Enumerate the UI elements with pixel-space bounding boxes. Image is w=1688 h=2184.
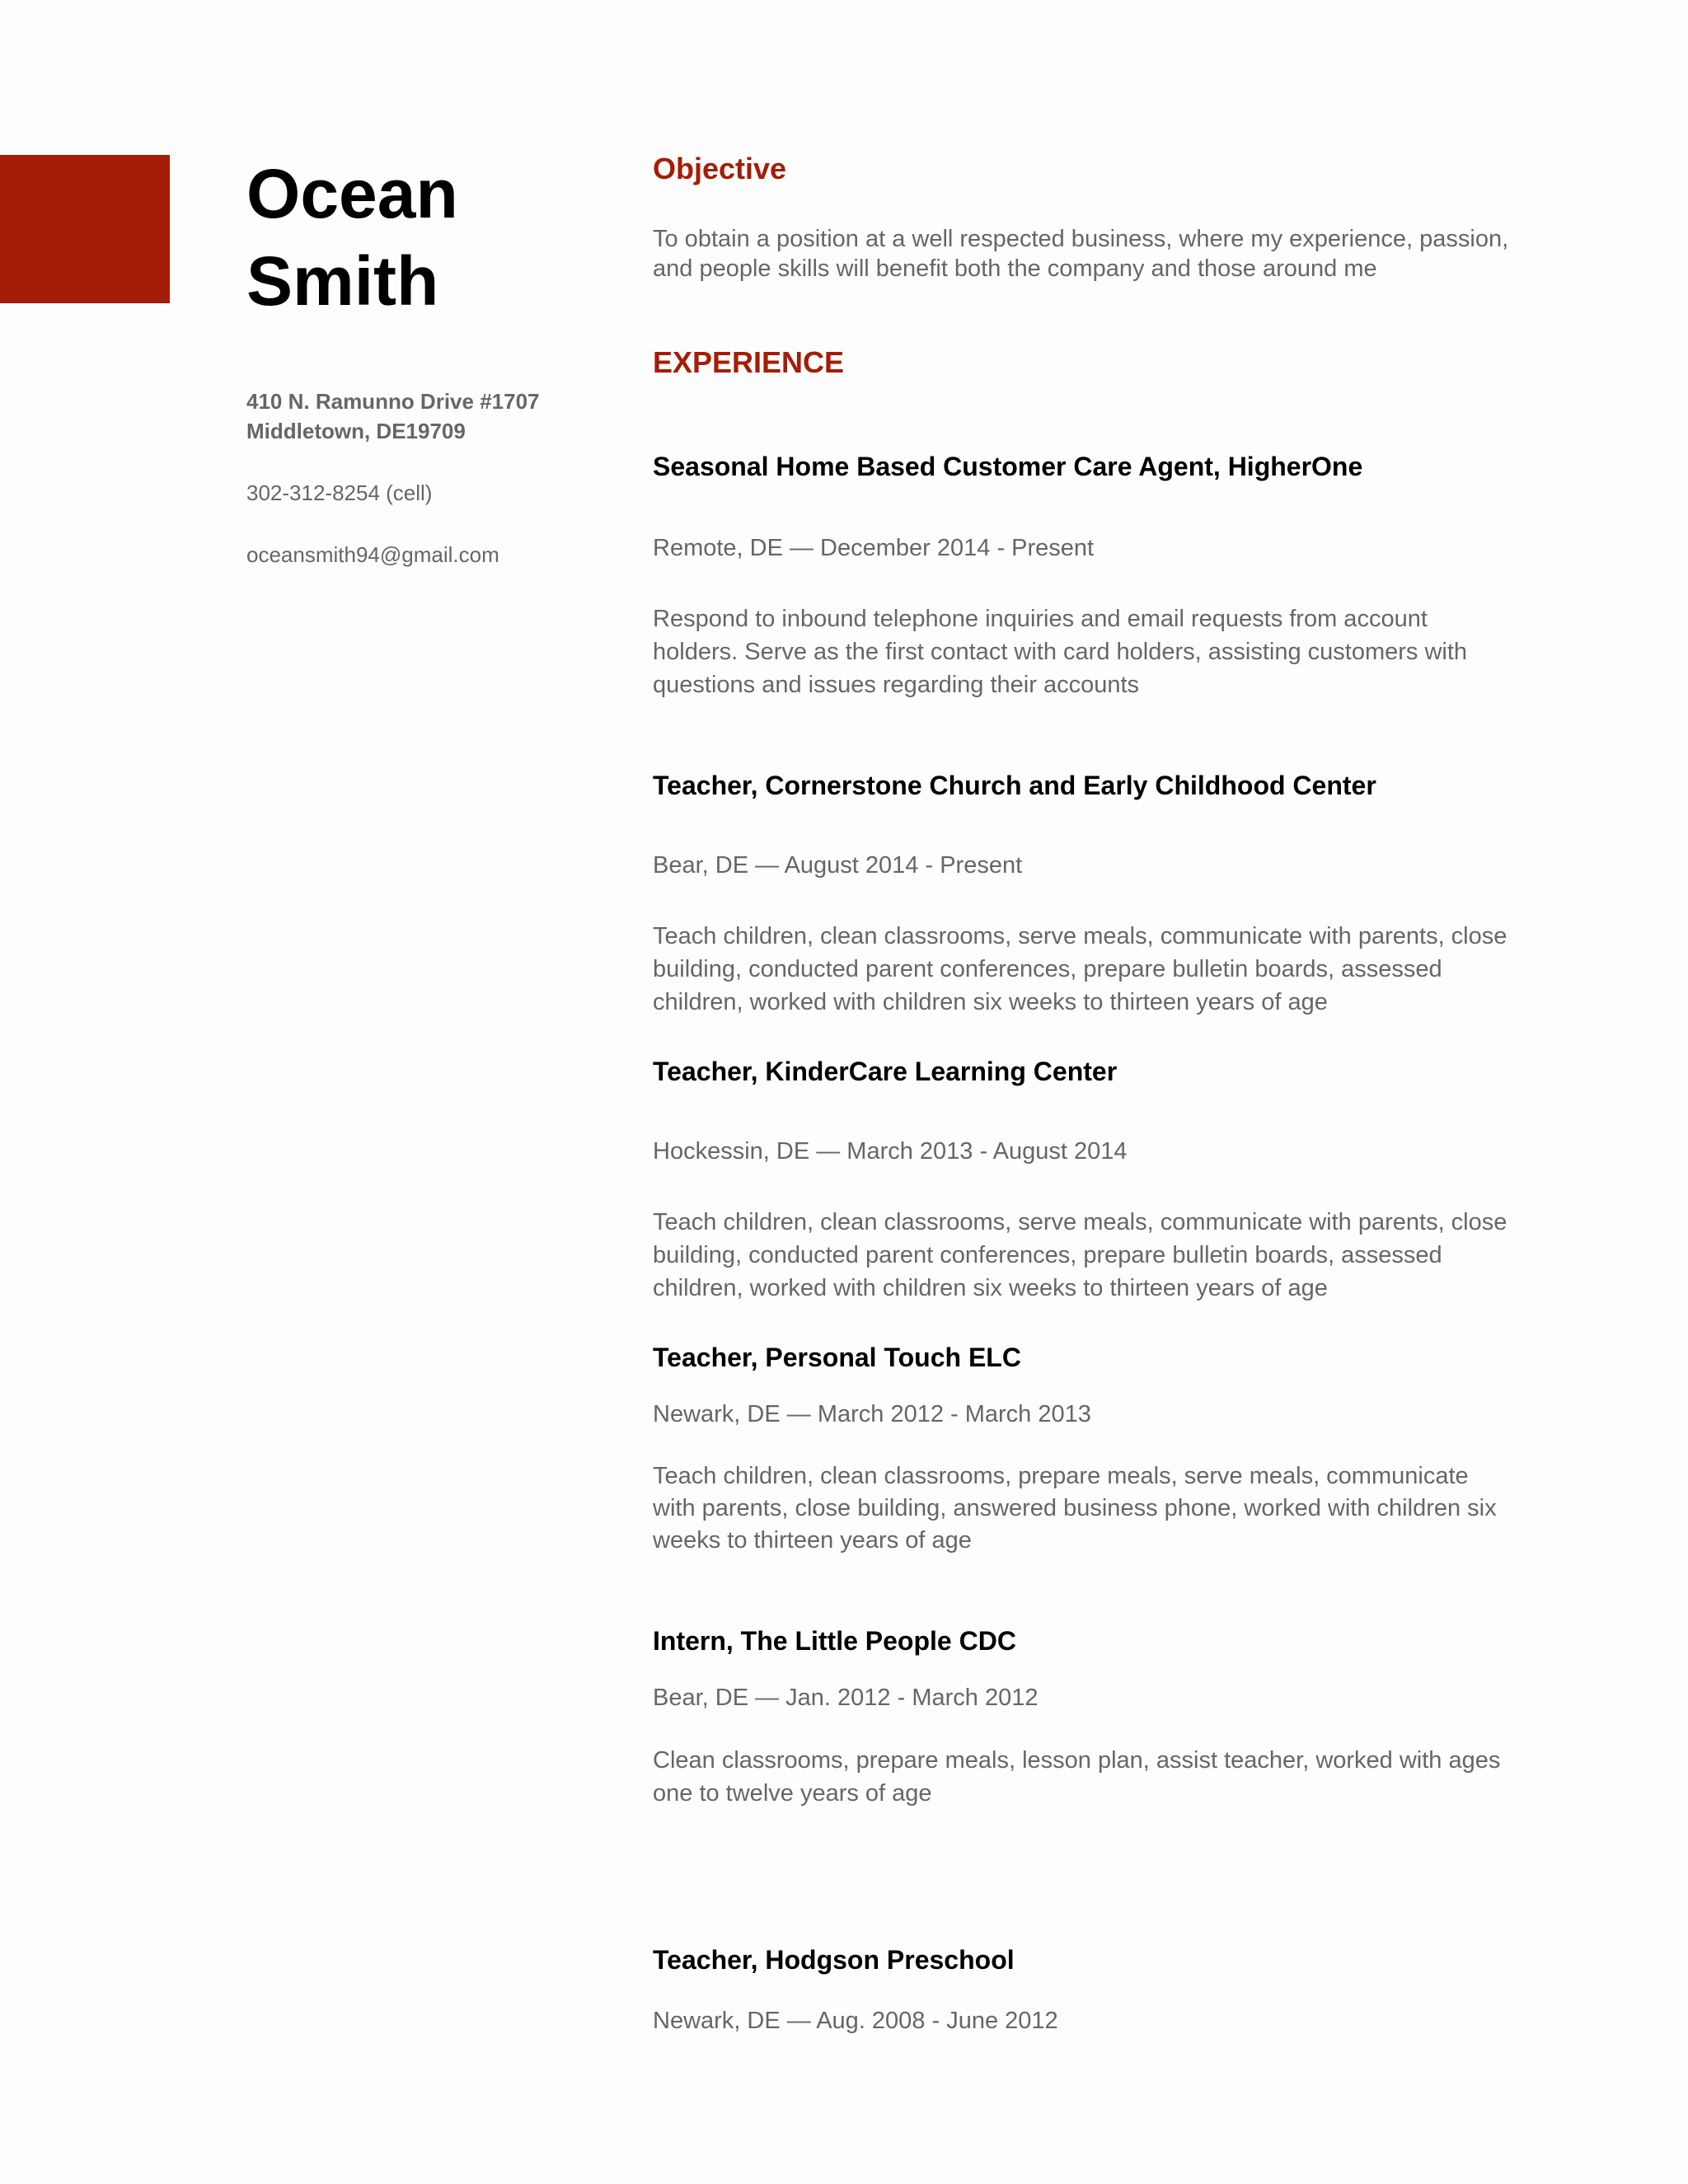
job-description-line: Teach children, clean classrooms, prepare meals, serve meals, communicate <box>653 1463 1469 1489</box>
first-name: Ocean <box>246 155 458 232</box>
job-description-line: building, conducted parent conferences, prepare bulletin boards, assessed <box>653 1242 1442 1268</box>
experience-heading: EXPERIENCE <box>653 345 845 379</box>
job-description-line: Teach children, clean classrooms, serve meals, communicate with parents, close <box>653 1209 1507 1235</box>
last-name: Smith <box>246 242 439 320</box>
objective-line-1: To obtain a position at a well respected business, where my experience, passion, <box>653 226 1509 252</box>
objective-heading: Objective <box>653 152 787 185</box>
job-title: Teacher, Cornerstone Church and Early Childhood Center <box>653 771 1376 800</box>
job-description-line: with parents, close building, answered business phone, worked with children six <box>653 1495 1497 1521</box>
job-title: Intern, The Little People CDC <box>653 1626 1016 1656</box>
job-description-line: Respond to inbound telephone inquiries and email requests from account <box>653 606 1428 632</box>
job-meta: Hockessin, DE — March 2013 - August 2014 <box>653 1138 1128 1165</box>
job-title: Teacher, KinderCare Learning Center <box>653 1057 1118 1086</box>
job-description-line: building, conducted parent conferences, prepare bulletin boards, assessed <box>653 956 1442 982</box>
job-meta: Bear, DE — August 2014 - Present <box>653 852 1023 879</box>
job-description-line: Clean classrooms, prepare meals, lesson plan, assist teacher, worked with ages <box>653 1747 1501 1774</box>
job-meta: Remote, DE — December 2014 - Present <box>653 535 1095 561</box>
email: oceansmith94@gmail.com <box>246 542 499 567</box>
job-meta: Newark, DE — March 2012 - March 2013 <box>653 1401 1091 1427</box>
job-description-line: questions and issues regarding their accounts <box>653 672 1140 698</box>
job-description-line: children, worked with children six weeks to thirteen years of age <box>653 989 1328 1015</box>
job-title: Teacher, Personal Touch ELC <box>653 1343 1021 1372</box>
job-title: Seasonal Home Based Customer Care Agent, HigherOne <box>653 452 1363 481</box>
accent-block <box>0 155 170 303</box>
job-description-line: Teach children, clean classrooms, serve meals, communicate with parents, close <box>653 923 1507 949</box>
job-description-line: one to twelve years of age <box>653 1780 932 1807</box>
objective-line-2: and people skills will benefit both the company and those around me <box>653 255 1377 282</box>
phone: 302-312-8254 (cell) <box>246 480 433 505</box>
job-meta: Bear, DE — Jan. 2012 - March 2012 <box>653 1685 1039 1711</box>
job-description-line: children, worked with children six weeks to thirteen years of age <box>653 1275 1328 1301</box>
candidate-name <box>246 150 458 325</box>
address-line-2: Middletown, DE19709 <box>246 419 466 443</box>
job-meta: Newark, DE — Aug. 2008 - June 2012 <box>653 2008 1058 2034</box>
address-line-1: 410 N. Ramunno Drive #1707 <box>246 389 540 414</box>
job-title: Teacher, Hodgson Preschool <box>653 1945 1015 1975</box>
job-description-line: holders. Serve as the first contact with card holders, assisting customers with <box>653 639 1468 665</box>
job-description-line: weeks to thirteen years of age <box>653 1527 972 1554</box>
